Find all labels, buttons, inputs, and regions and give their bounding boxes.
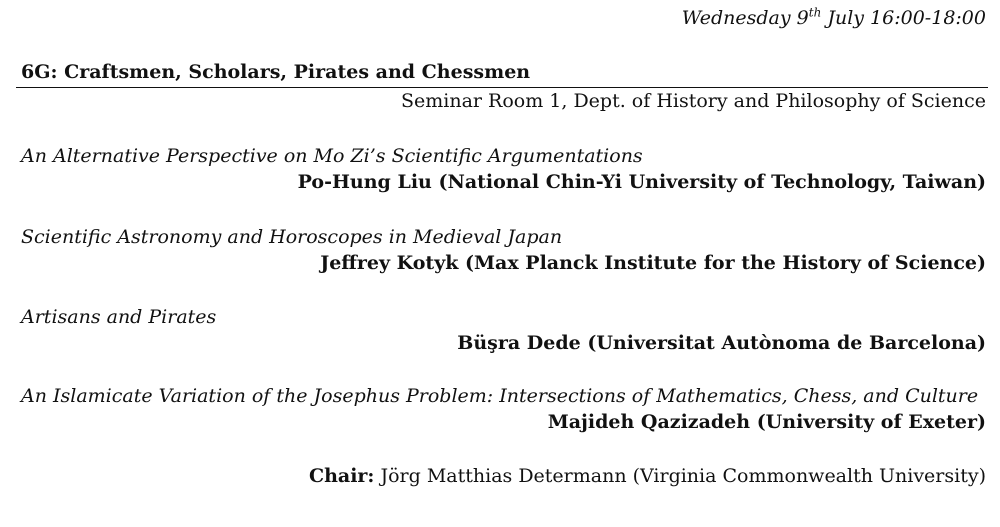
session-date-time bbox=[682, 7, 986, 29]
date-day: Wednesday 9 bbox=[681, 7, 809, 29]
chair-label: Chair: bbox=[308, 465, 375, 487]
paper-title-4: An Islamicate Variation of the Josephus Problem: Intersections of Mathematics, Chess, and Culture bbox=[21, 385, 979, 407]
session-room: Seminar Room 1, Dept. of History and Philosophy of Science bbox=[401, 90, 986, 112]
date-day-suffix: th bbox=[808, 5, 822, 20]
paper-title-1: An Alternative Perspective on Mo Zi’s Scientific Argumentations bbox=[21, 145, 643, 167]
session-title: 6G: Craftsmen, Scholars, Pirates and Chessmen bbox=[21, 61, 531, 83]
paper-author-1: Po-Hung Liu (National Chin-Yi University of Technology, Taiwan) bbox=[297, 171, 986, 193]
paper-title-3: Artisans and Pirates bbox=[21, 306, 217, 328]
paper-title-2: Scientific Astronomy and Horoscopes in Medieval Japan bbox=[21, 226, 563, 248]
paper-author-4: Majideh Qazizadeh (University of Exeter) bbox=[547, 411, 986, 433]
date-time: July 16:00-18:00 bbox=[821, 7, 986, 29]
session-chair bbox=[309, 465, 986, 487]
chair-name: Jörg Matthias Determann (Virginia Commonwealth University) bbox=[374, 465, 986, 487]
title-divider bbox=[16, 87, 988, 88]
paper-author-2: Jeffrey Kotyk (Max Planck Institute for the History of Science) bbox=[320, 252, 986, 274]
paper-author-3: Büşra Dede (Universitat Autònoma de Barcelona) bbox=[457, 332, 986, 354]
